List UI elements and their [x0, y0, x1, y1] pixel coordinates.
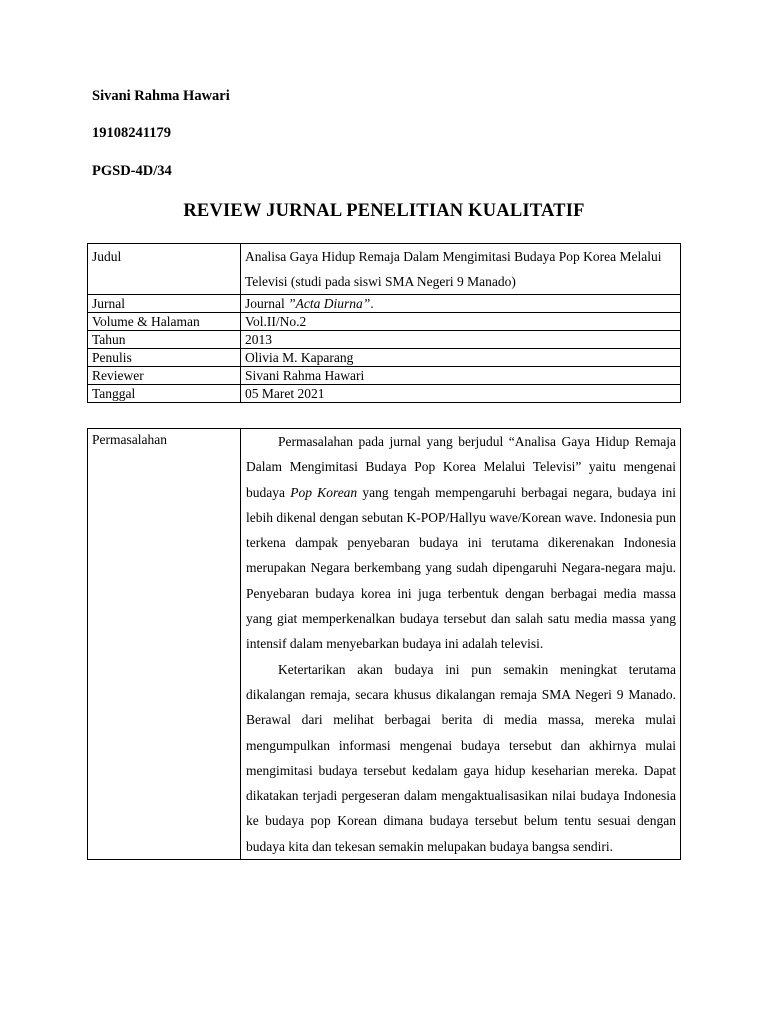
table-row	[88, 349, 681, 367]
paragraph-1-italic: Pop Korean	[290, 484, 358, 500]
table-row	[88, 313, 681, 331]
author-name: Sivani Rahma Hawari	[92, 88, 230, 104]
row-value-reviewer: Sivani Rahma Hawari	[241, 367, 681, 385]
review-paragraph-2: Ketertarikan akan budaya ini pun semakin meningkat terutama dikalangan remaja, secara khusus dikalangan remaja SMA Negeri 9 Manado. Berawal dari melihat berbagai berita di media massa, mereka mulai mengumpulkan informasi mengenai budaya tersebut dan akhirnya mulai mengimitasi budaya tersebut kedalam gaya hidup keseharian mereka. Dapat dikatakan terjadi pergeseran dalam mengaktualisasikan nilai budaya Indonesia ke budaya pop Korean dimana budaya tersebut belum tentu sesuai dengan budaya kita dan tekesan semakin melupakan budaya bangsa sendiri.	[246, 661, 676, 854]
row-label-volume: Volume & Halaman	[88, 313, 241, 331]
table-row	[88, 331, 681, 349]
journal-info-table	[87, 243, 681, 403]
document-title: REVIEW JURNAL PENELITIAN KUALITATIF	[183, 201, 585, 221]
review-content	[241, 429, 681, 860]
row-label-reviewer: Reviewer	[88, 367, 241, 385]
row-value-tahun: 2013	[241, 331, 681, 349]
paragraph-1-text-b: yang tengah mempengaruhi berbagai negara, budaya ini lebih dikenal dengan sebutan K-POP/Hallyu wave/Korean wave. Indonesia pun terkena dampak penyebaran budaya ini terutama dikerenakan Indonesia merupakan Negara berkembang yang sudah dipengaruhi Negara-negara maju. Penyebaran budaya korea ini juga terbentuk dengan berbagai media massa yang giat memperkenalkan budaya tersebut dan salah satu media massa yang intensif dalam menyebarkan budaya ini adalah televisi.	[246, 484, 677, 652]
paragraph-1-text-a: Permasalahan pada jurnal yang berjudul “Analisa Gaya Hidup Remaja Dalam Mengimitasi Budaya Pop Korea Melalui Televisi” yaitu mengenai budaya	[246, 434, 676, 500]
row-value-penulis: Olivia M. Kaparang	[241, 349, 681, 367]
row-label-jurnal: Jurnal	[88, 295, 241, 313]
row-label-judul: Judul	[88, 244, 241, 295]
table-row	[88, 367, 681, 385]
row-label-tanggal: Tanggal	[88, 385, 241, 403]
table-row	[88, 385, 681, 403]
table-row	[88, 244, 681, 295]
review-label: Permasalahan	[88, 429, 241, 860]
row-value-tanggal: 05 Maret 2021	[241, 385, 681, 403]
review-table	[87, 428, 681, 860]
table-row	[88, 429, 681, 860]
row-value-jurnal	[241, 295, 681, 313]
jurnal-prefix: Journal	[245, 296, 289, 311]
jurnal-name: ”Acta Diurna”	[288, 296, 371, 311]
table-row	[88, 295, 681, 313]
review-paragraph-1	[246, 429, 676, 657]
row-label-penulis: Penulis	[88, 349, 241, 367]
student-id: 19108241179	[92, 125, 171, 141]
row-value-volume: Vol.II/No.2	[241, 313, 681, 331]
jurnal-suffix: .	[370, 296, 374, 311]
row-value-judul: Analisa Gaya Hidup Remaja Dalam Mengimitasi Budaya Pop Korea Melalui Televisi (studi pada siswi SMA Negeri 9 Manado)	[241, 244, 681, 295]
row-label-tahun: Tahun	[88, 331, 241, 349]
class-code: PGSD-4D/34	[92, 163, 172, 179]
